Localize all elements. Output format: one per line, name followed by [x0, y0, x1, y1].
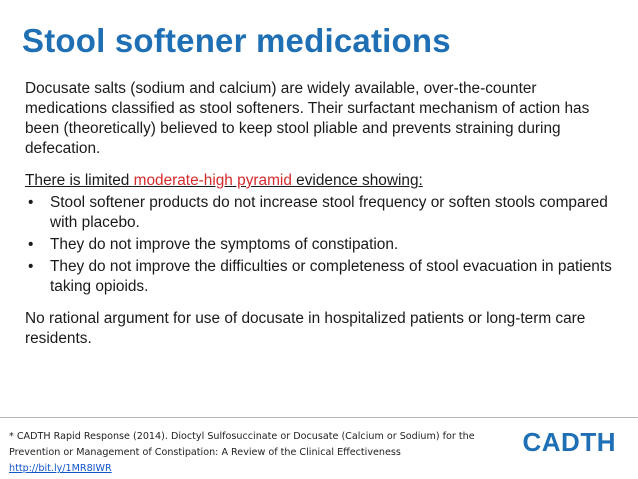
evidence-highlight-link[interactable]: moderate-high pyramid [133, 172, 292, 189]
intro-paragraph: Docusate salts (sodium and calcium) are widely available, over-the-counter medications classified as stool softeners. Their surfactant mechanism of action has been (theoretically) believed to keep stool pliable and prevents straining during defecation. [25, 80, 590, 157]
bullet-text: They do not improve the symptoms of constipation. [50, 236, 399, 253]
bullet-item [25, 235, 615, 255]
bullet-text: Stool softener products do not increase stool frequency or soften stools compared with placebo. [50, 194, 608, 231]
evidence-heading-suffix: evidence showing: [291, 172, 423, 189]
bullet-text: They do not improve the difficulties or completeness of stool evacuation in patients taking opioids. [50, 258, 612, 295]
footnote-link[interactable]: http://bit.ly/1MR8IWR [9, 463, 112, 474]
bullet-icon: • [28, 194, 34, 211]
cadth-logo: CADTH [522, 427, 616, 457]
bullet-icon: • [28, 258, 34, 275]
footnote [9, 429, 519, 477]
footer-divider [0, 417, 638, 418]
evidence-heading-prefix: There is limited [25, 172, 134, 189]
evidence-bullet-list [25, 193, 615, 297]
slide-title: Stool softener medications [22, 22, 451, 59]
conclusion-paragraph: No rational argument for use of docusate in hospitalized patients or long-term care residents. [25, 310, 586, 347]
evidence-heading [25, 171, 615, 191]
bullet-item [25, 257, 615, 297]
bullet-item [25, 193, 615, 233]
slide-content [25, 79, 615, 349]
bullet-icon: • [28, 236, 34, 253]
footnote-text: * CADTH Rapid Response (2014). Dioctyl Sulfosuccinate or Docusate (Calcium or Sodium) for the Prevention or Management of Constipation: A Review of the Clinical Effectiveness [9, 431, 475, 458]
